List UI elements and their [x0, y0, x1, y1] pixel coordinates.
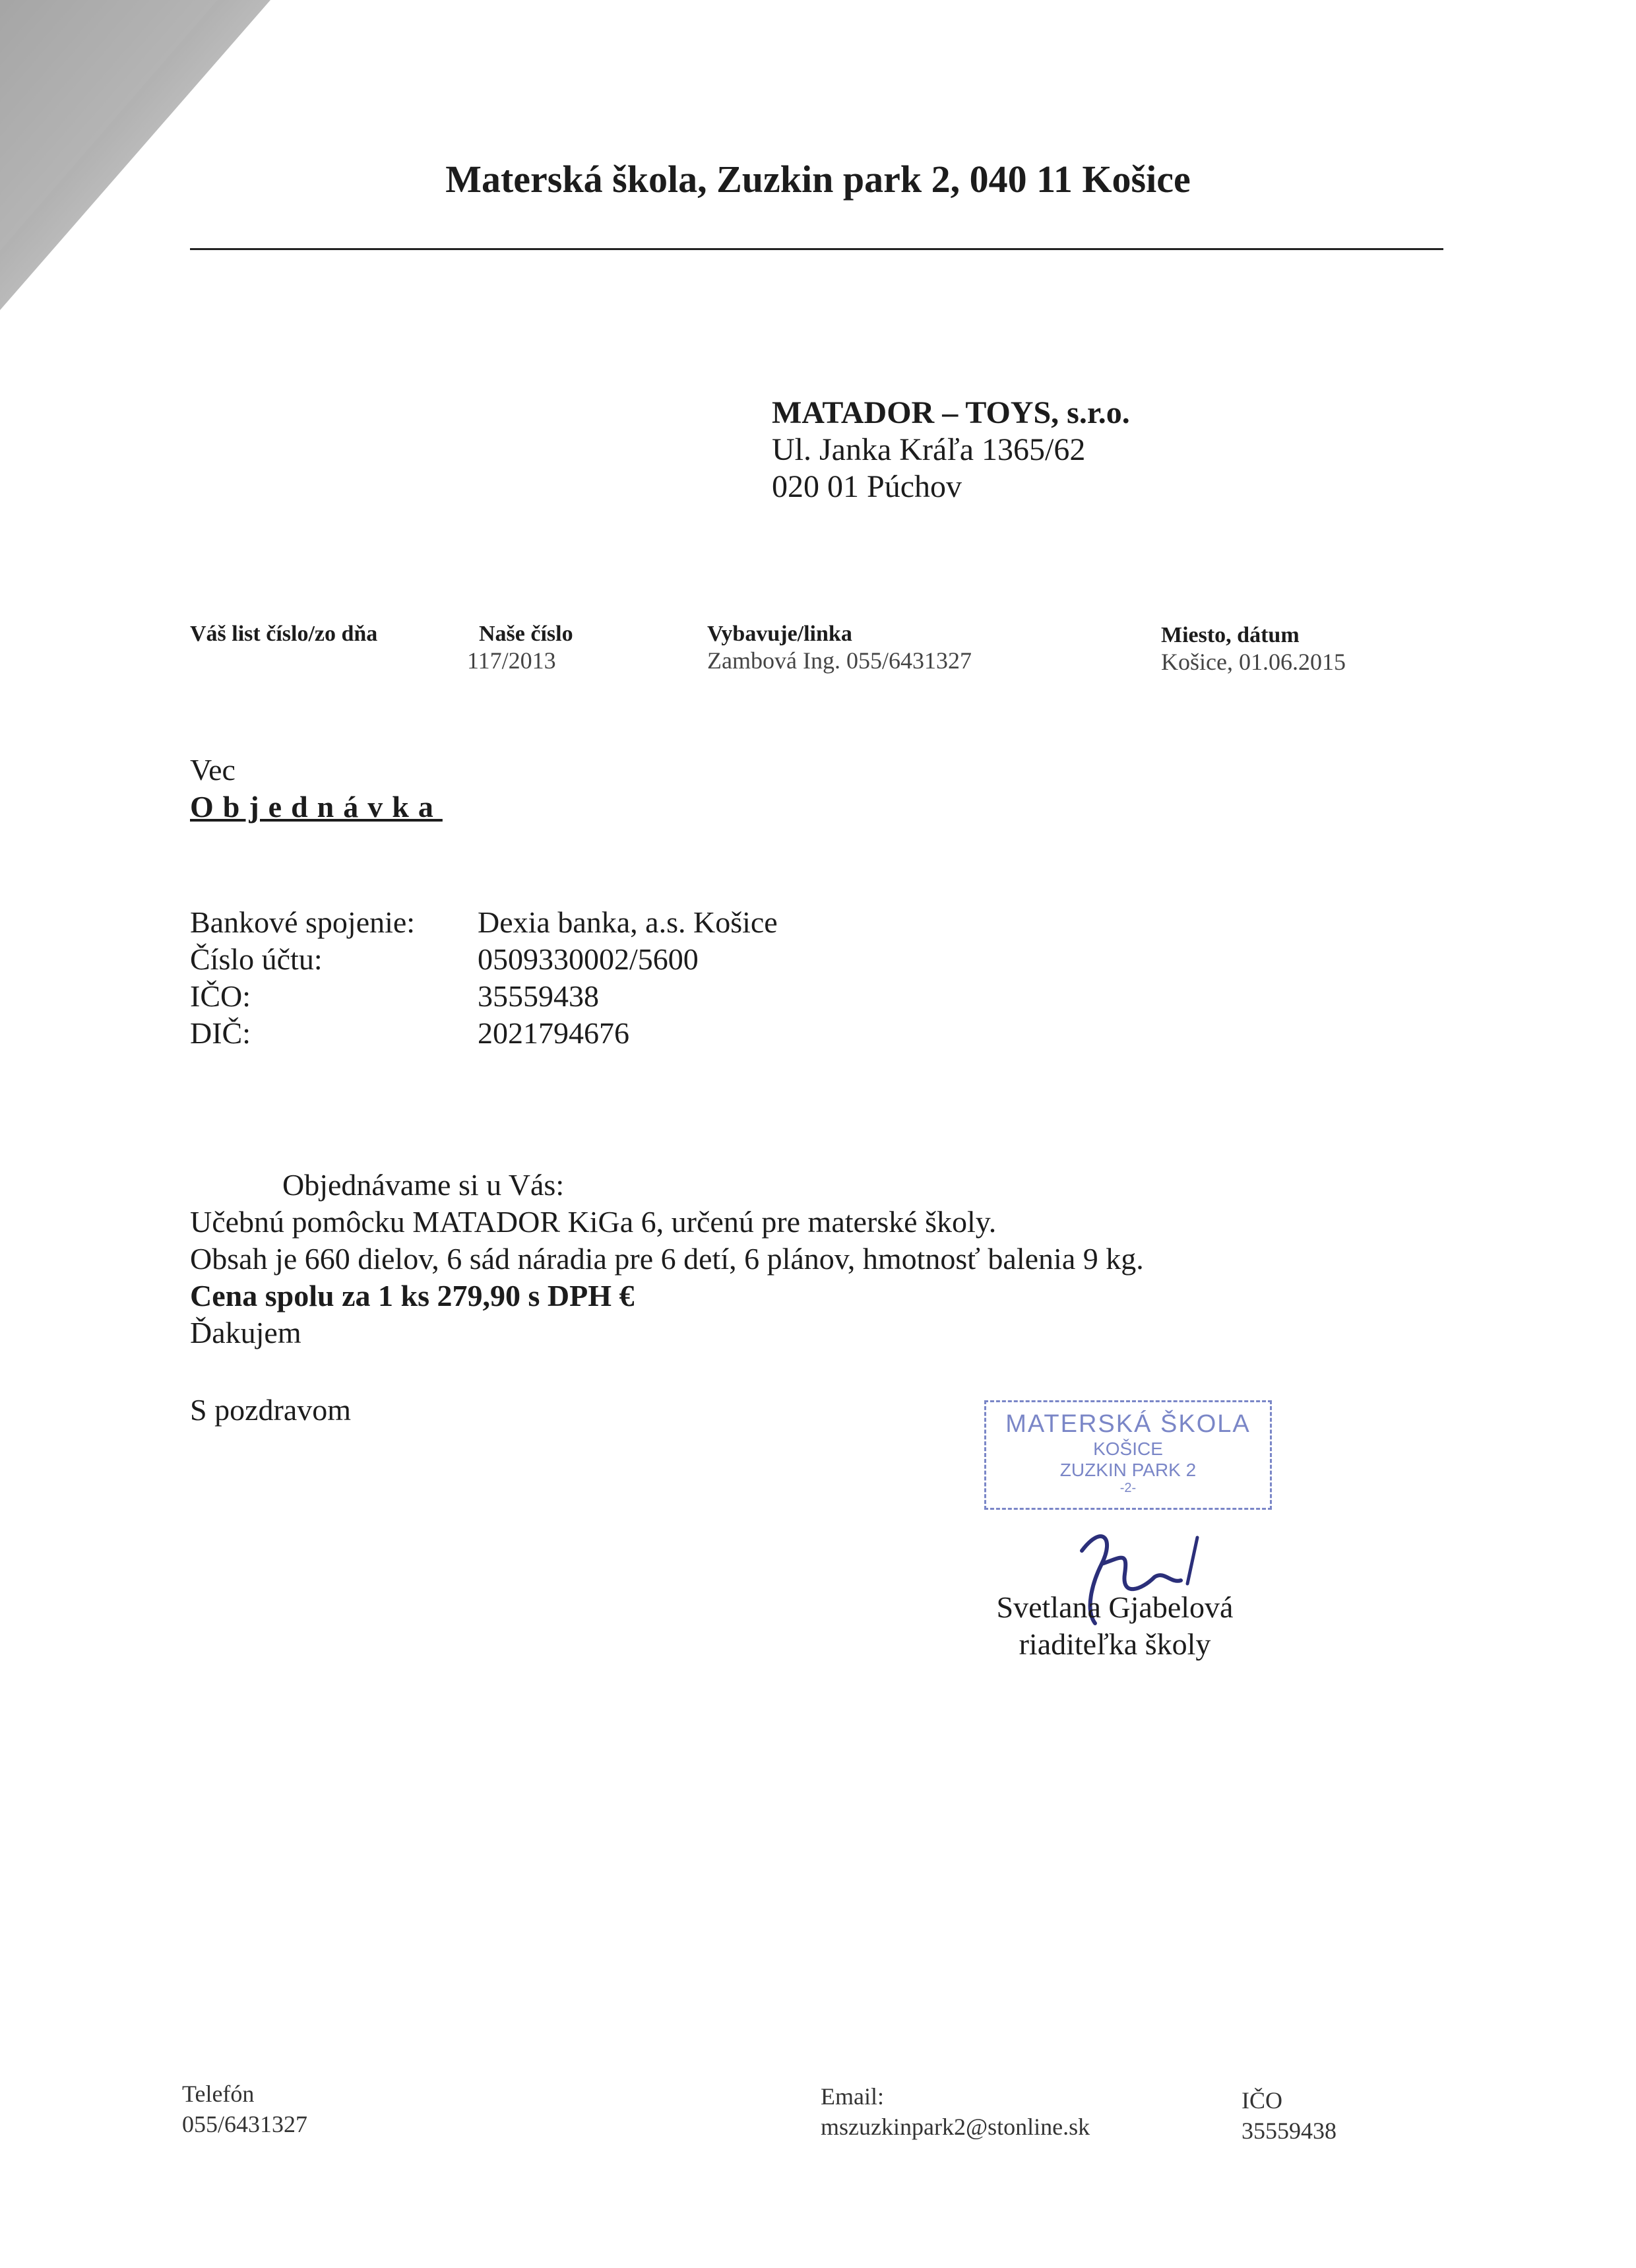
stamp-line: -2- [1119, 1481, 1137, 1495]
letterhead-divider [190, 248, 1443, 250]
stamp-line: ZUZKIN PARK 2 [1059, 1460, 1197, 1480]
bank-row [190, 904, 778, 941]
signatory-name: Svetlana Gjabelová [996, 1590, 1234, 1624]
order-line-item: Učebnú pomôcku MATADOR KiGa 6, určenú pre materské školy. [190, 1205, 997, 1239]
ref-place-date-value: Košice, 01.06.2015 [1161, 649, 1346, 675]
bank-row-label: DIČ: [190, 1016, 251, 1050]
bank-row-label: Číslo účtu: [190, 942, 323, 976]
signatory [917, 1589, 1313, 1663]
recipient-address [772, 395, 1130, 505]
bank-row-value: Dexia banka, a.s. Košice [478, 905, 778, 939]
stamp-line: MATERSKÁ ŠKOLA [1005, 1410, 1251, 1438]
order-body [190, 1167, 1144, 1351]
ref-our-number-value: 117/2013 [467, 647, 556, 674]
footer-phone-label: Telefón [182, 2081, 255, 2107]
footer-email-value[interactable]: mszuzkinpark2@stonline.sk [821, 2114, 1090, 2140]
ref-handled-by [707, 622, 972, 674]
bank-row-label: IČO: [190, 979, 251, 1013]
order-line-contents: Obsah je 660 dielov, 6 sád náradia pre 6 detí, 6 plánov, hmotnosť balenia 9 kg. [190, 1242, 1144, 1276]
footer-ico-label: IČO [1242, 2087, 1282, 2114]
bank-row-value: 35559438 [478, 979, 599, 1013]
ref-our-number-label: Naše číslo [479, 622, 573, 646]
bank-row-value: 0509330002/5600 [478, 942, 699, 976]
footer-ico [1242, 2085, 1337, 2146]
ref-your-letter [190, 622, 377, 647]
bank-row [190, 1015, 778, 1052]
footer-phone [182, 2079, 307, 2139]
school-stamp [984, 1400, 1272, 1510]
order-price: Cena spolu za 1 ks 279,90 s DPH € [190, 1279, 635, 1312]
stamp-line: KOŠICE [1093, 1439, 1163, 1459]
bank-details [190, 904, 778, 1052]
signatory-role: riaditeľka školy [1019, 1627, 1211, 1661]
bank-row-label: Bankové spojenie: [190, 905, 416, 939]
ref-our-number [467, 622, 573, 674]
closing-salutation: S pozdravom [190, 1393, 352, 1427]
subject-label: Vec [190, 753, 236, 787]
footer-phone-value: 055/6431327 [182, 2111, 308, 2137]
ref-handled-by-value: Zambová Ing. 055/6431327 [707, 647, 972, 674]
order-greeting: Objednávame si u Vás: [282, 1168, 565, 1202]
recipient-street: Ul. Janka Kráľa 1365/62 [772, 432, 1086, 467]
ref-place-date [1161, 623, 1346, 676]
ref-place-date-label: Miesto, dátum [1161, 623, 1300, 647]
recipient-city: 020 01 Púchov [772, 469, 962, 504]
ref-handled-by-label: Vybavuje/linka [707, 622, 852, 646]
footer-email-label: Email: [821, 2083, 884, 2110]
bank-row-value: 2021794676 [478, 1016, 629, 1050]
footer-email [821, 2081, 1090, 2142]
ref-your-letter-label: Váš list číslo/zo dňa [190, 622, 378, 646]
recipient-name: MATADOR – TOYS, s.r.o. [772, 395, 1130, 430]
order-thanks: Ďakujem [190, 1316, 301, 1349]
bank-row [190, 978, 778, 1015]
subject-title: Objednávka [190, 790, 443, 824]
bank-row [190, 941, 778, 978]
footer-ico-value: 35559438 [1242, 2118, 1337, 2144]
school-letterhead-title: Materská škola, Zuzkin park 2, 040 11 Košice [445, 158, 1191, 201]
